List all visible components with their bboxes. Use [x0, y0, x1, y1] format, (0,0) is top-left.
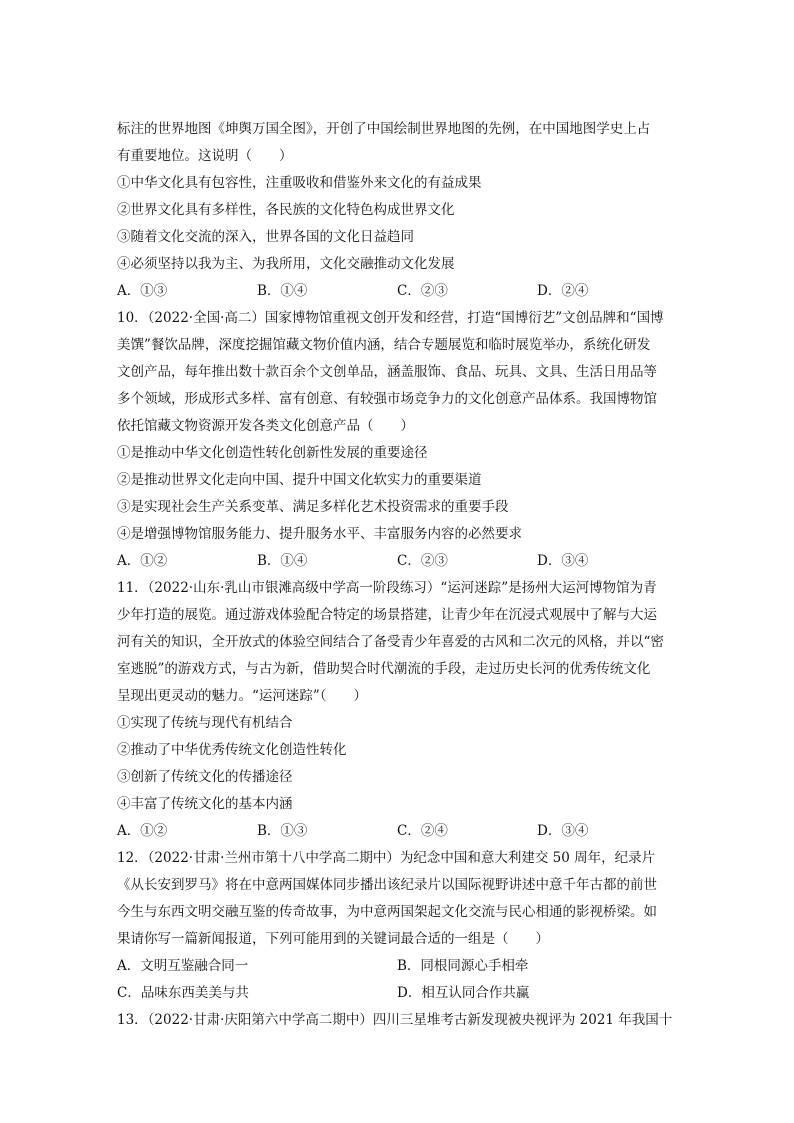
option-a: A．①② [117, 823, 168, 839]
question-stem-line: 今生与东西文明交融互鉴的传奇故事，为中意两国架起文化交流与民心相通的影视桥梁。如 [117, 904, 657, 920]
question-stem-line: 美馔”餐饮品牌，深度挖掘馆藏文物价值内涵，结合专题展览和临时展览举办，系统化研发 [117, 337, 651, 353]
question-stem-line: 呈现出更灵动的魅力。“运河迷踪”（ ） [117, 688, 368, 704]
statement: ③是实现社会生产关系变革、满足多样化艺术投资需求的重要手段 [117, 499, 509, 515]
option-a: A．①③ [117, 283, 168, 299]
question-stem-line: 依托馆藏文物资源开发各类文化创意产品（ ） [117, 418, 414, 434]
exam-page [117, 116, 677, 1034]
answer-options [117, 278, 677, 305]
option-c: C．②③ [397, 553, 448, 569]
option-b: B．①④ [257, 553, 308, 569]
question-stem-line: 12．（2022·甘肃·兰州市第十八中学高二期中）为纪念中国和意大利建交 50 周年，纪录片 [117, 850, 656, 866]
option-a: A．文明互鉴融合同一 [117, 958, 249, 974]
statement: ④丰富了传统文化的基本内涵 [117, 796, 293, 812]
option-b: B．①③ [257, 823, 308, 839]
question-stem-line: 室逃脱”的游戏方式，与古为新，借助契合时代潮流的手段，走过历史长河的优秀传统文化 [117, 661, 651, 677]
answer-options [117, 548, 677, 575]
question-stem-line: 《从长安到罗马》将在中意两国媒体同步播出该纪录片以国际视野讲述中意千年古都的前世 [117, 877, 657, 893]
question-12 [117, 845, 677, 1007]
question-10 [117, 305, 677, 575]
statement: ②世界文化具有多样性，各民族的文化特色构成世界文化 [117, 202, 455, 218]
statement: ①中华文化具有包容性，注重吸收和借鉴外来文化的有益成果 [117, 175, 482, 191]
statement: ③创新了传统文化的传播途径 [117, 769, 293, 785]
question-stem-line: 13．（2022·甘肃·庆阳第六中学高二期中）四川三星堆考古新发现被央视评为 2021 年我国十 [117, 1012, 673, 1028]
question-stem-line: 11．（2022·山东·乳山市银滩高级中学高一阶段练习）“运河迷踪”是扬州大运河博物馆为青 [117, 580, 657, 596]
statement: ①实现了传统与现代有机结合 [117, 715, 293, 731]
option-d: D．③④ [537, 553, 589, 569]
question-stem-line: 河有关的知识，全开放式的体验空间结合了备受青少年喜爱的古风和二次元的风格，并以“密 [117, 634, 664, 650]
option-c: C．②③ [397, 283, 448, 299]
statement: ④必须坚持以我为主、为我所用，文化交融推动文化发展 [117, 256, 455, 272]
option-a: A．①② [117, 553, 168, 569]
question-stem-line: 果请你写一篇新闻报道，下列可能用到的关键词最合适的一组是（ ） [117, 931, 549, 947]
statement: ②推动了中华优秀传统文化创造性转化 [117, 742, 347, 758]
question-stem-line: 文创产品，每年推出数十款百余个文创单品，涵盖服饰、食品、玩具、文具、生活日用品等 [117, 364, 657, 380]
option-c: C．品味东西美美与共 [117, 985, 249, 1001]
option-c: C．②④ [397, 823, 448, 839]
question-stem-line: 10．（2022·全国·高二）国家博物馆重视文创开发和经营，打造“国博衍艺”文创品牌和“国博 [117, 310, 664, 326]
question-stem-line: 多个领域，形成形式多样、富有创意、有较强市场竞争力的文化创意产品体系。我国博物馆 [117, 391, 657, 407]
statement: ④是增强博物馆服务能力、提升服务水平、丰富服务内容的必然要求 [117, 526, 522, 542]
option-d: D．相互认同合作共赢 [397, 985, 530, 1001]
option-b: B．①④ [257, 283, 308, 299]
question-11 [117, 575, 677, 845]
statement: ②是推动世界文化走向中国、提升中国文化软实力的重要渠道 [117, 472, 482, 488]
answer-options [117, 818, 677, 845]
question-13 [117, 1007, 677, 1034]
question-stem-line: 有重要地位。这说明（ ） [117, 148, 293, 164]
option-d: D．③④ [537, 823, 589, 839]
option-d: D．②④ [537, 283, 589, 299]
question-stem-line: 标注的世界地图《坤舆万国全图》，开创了中国绘制世界地图的先例，在中国地图学史上占 [117, 121, 651, 137]
question-stem-line: 少年打造的展览。通过游戏体验配合特定的场景搭建，让青少年在沉浸式观展中了解与大运 [117, 607, 657, 623]
option-b: B．同根同源心手相牵 [397, 958, 529, 974]
statement: ③随着文化交流的深入，世界各国的文化日益趋同 [117, 229, 414, 245]
statement: ①是推动中华文化创造性转化创新性发展的重要途径 [117, 445, 428, 461]
answer-options [117, 953, 677, 980]
answer-options [117, 980, 677, 1007]
question-9 [117, 116, 677, 305]
